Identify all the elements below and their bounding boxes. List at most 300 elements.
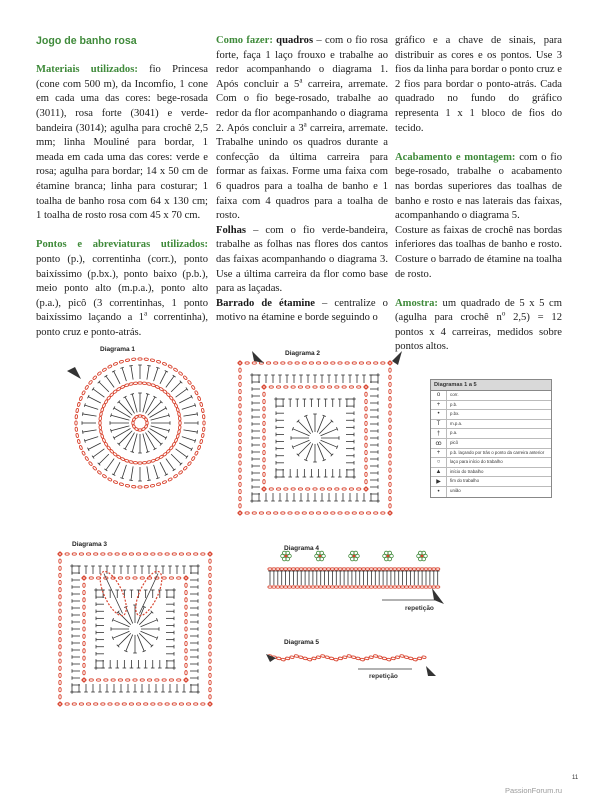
article-title: Jogo de banho rosa	[36, 35, 137, 47]
flower-petal	[388, 551, 392, 555]
chain-stitch	[185, 583, 187, 587]
chain-stitch	[59, 623, 61, 627]
chain-stitch	[132, 358, 136, 361]
chain-stitch	[201, 703, 205, 705]
chain-stitch	[352, 362, 356, 364]
chain-stitch	[113, 480, 118, 484]
chain-stitch	[389, 425, 391, 429]
stitch-top	[169, 429, 170, 432]
chain-stitch	[75, 427, 78, 431]
stitch-top	[146, 394, 149, 395]
chain-stitch	[345, 362, 349, 364]
diagram-4-label: Diagrama 4	[284, 545, 320, 552]
chain-stitch	[185, 649, 187, 653]
diagram-2-stitches	[238, 351, 402, 515]
chain-stitch	[83, 641, 85, 645]
chain-stitch	[59, 595, 61, 599]
column-2	[216, 34, 388, 326]
tall-stitch	[93, 389, 104, 397]
chain-stitch	[209, 602, 211, 606]
chain-stitch	[144, 703, 148, 705]
chain-stitch	[263, 465, 265, 469]
chain-stitch	[85, 385, 89, 390]
tall-stitch	[131, 366, 133, 380]
finishing-paragraph	[395, 151, 562, 224]
chain-stitch	[197, 445, 201, 450]
chain-stitch	[168, 365, 173, 369]
column-3	[395, 34, 562, 355]
sample-text-b: 2,5) = 12 pontos x 4 carreiras, medidos sobre pontos altos.	[395, 312, 562, 353]
chain-stitch	[151, 459, 156, 463]
chain-stitch	[147, 460, 152, 463]
chain-stitch	[119, 482, 124, 486]
chain-stitch	[209, 695, 211, 699]
diagram-1	[55, 343, 225, 493]
chain-stitch	[122, 553, 126, 555]
chain-stitch	[185, 641, 187, 645]
points-text-a: ponto (p.), correntinha (corr.), ponto baixíssimo (p.bx.), ponto baixo (p.b.), meio ponto alto (m.p.a.), ponto alto (p.a.), picô (3 correntinhas, 1 ponto baixíssimo laçando a 1	[36, 253, 208, 324]
howto-text1-b: carreira, arremate. Com o fio bege-rosado, trabalhe ao redor da flor acompanhando o diagrama 2. Após concluir a 3	[216, 78, 388, 134]
chain-stitch	[100, 434, 104, 439]
chain-stitch	[389, 375, 391, 379]
chain-stitch	[191, 385, 195, 390]
stitch-top	[197, 412, 198, 416]
chain-stitch	[115, 553, 119, 555]
flower-petal	[422, 557, 426, 561]
tall-stitch	[131, 466, 133, 480]
page-number: 11	[572, 775, 579, 781]
chain-stitch	[316, 656, 321, 659]
chain-stitch	[239, 425, 241, 429]
chain-stitch	[331, 362, 335, 364]
chain-stitch	[99, 425, 102, 429]
chain-stitch	[387, 658, 392, 661]
legend-row	[431, 391, 551, 401]
chain-stitch	[263, 421, 265, 425]
chain-stitch	[263, 472, 265, 476]
sample-label: Amostra:	[395, 297, 438, 309]
tall-stitch	[179, 397, 191, 403]
chain-stitch	[83, 612, 85, 616]
chain-stitch	[320, 386, 324, 388]
diagram-3-stitches	[58, 552, 212, 706]
tall-stitch	[119, 431, 132, 444]
chain-stitch	[138, 486, 142, 488]
chain-stitch	[312, 657, 317, 660]
materials-paragraph	[36, 63, 208, 224]
points-paragraph	[36, 238, 208, 340]
chain-stitch	[365, 480, 367, 484]
tall-stitch	[143, 394, 148, 412]
legend-text: corr.	[450, 392, 459, 397]
chain-stitch	[365, 465, 367, 469]
chain-stitch	[239, 368, 241, 372]
legend-text: início do trabalho	[450, 468, 484, 474]
chain-stitch	[263, 414, 265, 418]
chain-stitch	[147, 679, 151, 681]
tall-stitch	[106, 376, 114, 387]
chain-stitch	[150, 484, 155, 487]
chain-stitch	[409, 657, 414, 660]
legend-text: p.b. laçando por trás o ponto da carreira anterior	[450, 449, 545, 455]
chain-stitch	[162, 679, 166, 681]
chain-stitch	[83, 605, 85, 609]
chain-stitch	[365, 407, 367, 411]
chain-stitch	[369, 656, 374, 659]
chain-stitch	[85, 456, 89, 461]
chain-stitch	[59, 588, 61, 592]
chain-stitch	[389, 454, 391, 458]
chain-stitch	[59, 652, 61, 656]
chain-stitch	[185, 612, 187, 616]
chain-stitch	[352, 512, 356, 514]
tall-stitch	[111, 415, 129, 420]
chain-stitch	[417, 657, 422, 660]
chain-stitch	[209, 652, 211, 656]
chain-stitch	[140, 679, 144, 681]
chain-stitch	[92, 466, 97, 471]
tall-stitch	[183, 430, 197, 432]
finishing-text1: com o fio bege-rosado, trabalhe o acabamento nas bordas superiores das toalhas de banho e rosto e nas laterais das faixas, acompanhando o diagrama 5.	[395, 151, 562, 222]
chain-stitch	[183, 466, 188, 471]
chain-stitch	[99, 430, 102, 435]
chain-stitch	[142, 382, 146, 385]
chain-stitch	[374, 362, 378, 364]
chain-stitch	[303, 657, 308, 660]
chain-stitch	[101, 703, 105, 705]
chain-stitch	[274, 362, 278, 364]
chain-stitch	[83, 649, 85, 653]
chain-stitch	[133, 577, 137, 579]
chain-stitch	[295, 512, 299, 514]
chain-stitch	[209, 559, 211, 563]
flower-center	[421, 555, 424, 558]
tall-stitch	[85, 437, 98, 441]
flower-petal	[388, 557, 392, 561]
chain-stitch	[177, 412, 180, 417]
chain-stitch	[83, 620, 85, 624]
chain-stitch	[381, 512, 385, 514]
tall-stitch	[99, 454, 109, 464]
chain-stitch	[108, 703, 112, 705]
chain-stitch	[239, 454, 241, 458]
howto-text1-a: – com o fio rosa forte, faça 1 laço frouxo e trabalhe ao redor acompanhando o diagrama 1. Após concluir a 5	[216, 35, 388, 90]
chain-stitch	[299, 656, 304, 659]
end-arrow-icon	[392, 351, 402, 365]
tall-stitch	[125, 397, 135, 413]
tall-stitch	[171, 382, 181, 392]
chain-stitch	[168, 477, 173, 481]
chain-stitch	[349, 386, 353, 388]
chain-stitch	[343, 656, 348, 659]
chain-stitch	[239, 497, 241, 501]
chain-stitch	[202, 415, 205, 419]
chain-stitch	[389, 418, 391, 422]
diagram-5-label: Diagrama 5	[284, 639, 320, 646]
chain-stitch	[239, 432, 241, 436]
legend-symbol: ▲	[431, 468, 447, 477]
leaves-paragraph	[216, 224, 388, 297]
legend-text: p.b.	[450, 401, 458, 407]
stitch-top	[197, 430, 198, 434]
chain-stitch	[263, 399, 265, 403]
chain-stitch	[395, 656, 400, 659]
chain-stitch	[102, 368, 107, 372]
chain-stitch	[389, 482, 391, 486]
tall-stitch	[122, 368, 126, 381]
chain-stitch	[338, 657, 343, 660]
chain-stitch	[209, 673, 211, 677]
tall-stitch	[148, 431, 161, 444]
chain-stitch	[349, 488, 353, 490]
chain-stitch	[89, 577, 93, 579]
chain-stitch	[144, 553, 148, 555]
chain-stitch	[329, 657, 334, 660]
chain-stitch	[347, 654, 352, 657]
materials-label: Materiais utilizados:	[36, 64, 138, 76]
legend-symbol: †	[431, 429, 447, 438]
diagram-1-stitches	[67, 358, 205, 488]
chain-stitch	[338, 512, 342, 514]
chain-stitch	[83, 656, 85, 660]
chain-stitch	[209, 573, 211, 577]
howto-text2: – com o fio verde-bandeira, trabalhe as folhas nas flores dos cantos das faixas acompanhando o diagrama 3. Use a última carreira da flor como base para as laçadas.	[216, 224, 388, 295]
chain-stitch	[138, 382, 142, 384]
chain-stitch	[276, 386, 280, 388]
chain-stitch	[239, 382, 241, 386]
chain-stitch	[151, 383, 156, 387]
legend-symbol: o	[431, 391, 447, 400]
chain-stitch	[129, 460, 134, 463]
chain-stitch	[197, 396, 201, 401]
stitch-top	[129, 480, 133, 481]
tall-stitch	[132, 394, 137, 412]
chain-stitch	[389, 389, 391, 393]
chain-stitch	[245, 512, 249, 514]
legend-row	[431, 401, 551, 411]
chain-stitch	[274, 512, 278, 514]
chain-stitch	[316, 512, 320, 514]
tall-stitch	[88, 443, 100, 449]
chain-stitch	[156, 360, 161, 364]
flower-petal	[350, 551, 354, 555]
chain-stitch	[209, 566, 211, 570]
diagram-3-label: Diagrama 3	[72, 541, 108, 548]
chain-stitch	[140, 577, 144, 579]
legend-text: fim do trabalho	[450, 478, 480, 484]
tall-stitch	[154, 465, 158, 478]
chain-stitch	[239, 447, 241, 451]
chain-stitch	[59, 638, 61, 642]
chain-stitch	[316, 362, 320, 364]
legend-symbol: T	[431, 420, 447, 429]
chain-stitch	[178, 371, 183, 376]
chain-stitch	[97, 470, 102, 475]
chain-stitch	[239, 418, 241, 422]
chain-stitch	[290, 656, 295, 659]
chain-stitch	[307, 658, 312, 661]
chain-stitch	[59, 680, 61, 684]
tall-stitch	[85, 405, 98, 409]
end-arrow-icon	[426, 666, 436, 676]
chain-stitch	[366, 362, 370, 364]
chain-stitch	[86, 553, 90, 555]
diagram-3	[50, 538, 225, 723]
chain-stitch	[94, 703, 98, 705]
stitch-top	[120, 478, 123, 479]
legend-rows	[431, 391, 551, 497]
tall-stitch	[151, 415, 169, 420]
chain-stitch	[298, 488, 302, 490]
chain-stitch	[284, 386, 288, 388]
legend-row	[431, 410, 551, 420]
chain-stitch	[199, 439, 203, 444]
chain-stitch	[156, 482, 161, 486]
chain-stitch	[298, 386, 302, 388]
chain-stitch	[239, 504, 241, 508]
chain-stitch	[115, 703, 119, 705]
chain-stitch	[185, 656, 187, 660]
chain-stitch	[302, 512, 306, 514]
stitch-top	[111, 429, 112, 432]
chain-stitch	[203, 421, 205, 425]
chain-stitch	[186, 703, 190, 705]
tall-stitch	[93, 449, 104, 457]
legend-text: p.bx.	[450, 411, 460, 417]
chain-stitch	[83, 663, 85, 667]
flower-petal	[384, 551, 388, 555]
legend-symbol: +	[431, 401, 447, 410]
chain-stitch	[266, 512, 270, 514]
etamine-paragraph	[216, 297, 388, 326]
chain-stitch	[366, 512, 370, 514]
chain-stitch	[144, 485, 148, 488]
chain-stitch	[119, 360, 124, 364]
chain-stitch	[144, 358, 148, 361]
chain-stitch	[239, 461, 241, 465]
symbol-legend	[430, 379, 552, 498]
howto-sub-leaves: Folhas	[216, 224, 247, 236]
sample-sup: o	[501, 309, 506, 318]
chain-stitch	[129, 703, 133, 705]
chain-stitch	[187, 380, 192, 385]
chain-stitch	[389, 397, 391, 401]
chain-stitch	[162, 577, 166, 579]
chain-stitch	[239, 439, 241, 443]
chain-stitch	[321, 654, 326, 657]
stitch-top	[129, 365, 133, 366]
chain-stitch	[259, 512, 263, 514]
legend-title: Diagramas 1 a 5	[431, 380, 551, 391]
chain-stitch	[151, 553, 155, 555]
chain-stitch	[162, 480, 167, 484]
chain-stitch	[389, 439, 391, 443]
legend-symbol: ꝏ	[431, 439, 447, 448]
chain-stitch	[281, 658, 286, 661]
chain-stitch	[111, 679, 115, 681]
chain-stitch	[351, 656, 356, 659]
chain-stitch	[263, 450, 265, 454]
chain-stitch	[239, 404, 241, 408]
chain-stitch	[281, 512, 285, 514]
chain-stitch	[252, 512, 256, 514]
legend-row	[431, 458, 551, 468]
chain-stitch	[239, 411, 241, 415]
stitch-top	[147, 365, 151, 366]
chain-stitch	[136, 553, 140, 555]
chain-stitch	[79, 703, 83, 705]
start-arrow-icon	[252, 351, 264, 363]
howto-text1-c: carreira, arremate. Trabalhe unindo os quadros durante a confecção da última carreira para formar as faixas. Forme uma faixa com 6 quadros para a toalha de banho e 1 faixa com 4 quadros para a toalha de rosto.	[216, 122, 389, 222]
howto-sub-etamine: Barrado de étamine	[216, 297, 315, 309]
chain-stitch	[144, 424, 148, 429]
stitch-top	[169, 413, 170, 416]
chain-stitch	[75, 421, 77, 425]
legend-text: união	[450, 488, 461, 494]
howto-sup1: a	[299, 76, 303, 85]
chain-stitch	[183, 375, 188, 380]
chain-stitch	[133, 461, 137, 464]
chain-stitch	[313, 488, 317, 490]
tall-stitch	[151, 426, 169, 431]
chain-stitch	[342, 488, 346, 490]
chain-stitch	[335, 386, 339, 388]
legend-row	[431, 449, 551, 459]
chain-stitch	[102, 474, 107, 478]
chain-stitch	[194, 553, 198, 555]
flower-center	[353, 555, 356, 558]
chain-stitch	[59, 616, 61, 620]
chain-stitch	[147, 382, 152, 385]
chain-stitch	[239, 468, 241, 472]
chain-stitch	[357, 488, 361, 490]
chain-stitch	[194, 390, 198, 395]
chain-stitch	[107, 365, 112, 369]
chain-stitch	[83, 583, 85, 587]
chain-stitch	[209, 630, 211, 634]
chain-stitch	[389, 447, 391, 451]
chain-stitch	[79, 396, 83, 401]
stitch-top	[84, 403, 85, 406]
stitch-top	[195, 403, 196, 406]
chain-stitch	[185, 605, 187, 609]
chain-stitch	[75, 415, 78, 419]
chain-stitch	[263, 458, 265, 462]
chain-stitch	[288, 362, 292, 364]
chain-stitch	[96, 679, 100, 681]
chain-stitch	[334, 658, 339, 661]
tall-stitch	[166, 376, 174, 387]
chain-stitch	[389, 468, 391, 472]
legend-symbol: •	[431, 487, 447, 497]
chain-stitch	[125, 359, 130, 362]
tall-stitch	[83, 414, 97, 416]
howto-sub-squares: quadros	[272, 35, 314, 46]
chain-stitch	[245, 362, 249, 364]
legend-row	[431, 420, 551, 430]
chain-stitch	[209, 623, 211, 627]
legend-symbol: •	[431, 410, 447, 419]
chain-stitch	[118, 679, 122, 681]
chain-stitch	[88, 380, 93, 385]
chain-stitch	[320, 488, 324, 490]
chain-stitch	[124, 383, 129, 387]
legend-row	[431, 429, 551, 439]
chain-stitch	[324, 512, 328, 514]
chain-stitch	[129, 382, 134, 385]
chain-stitch	[209, 609, 211, 613]
chain-stitch	[389, 382, 391, 386]
